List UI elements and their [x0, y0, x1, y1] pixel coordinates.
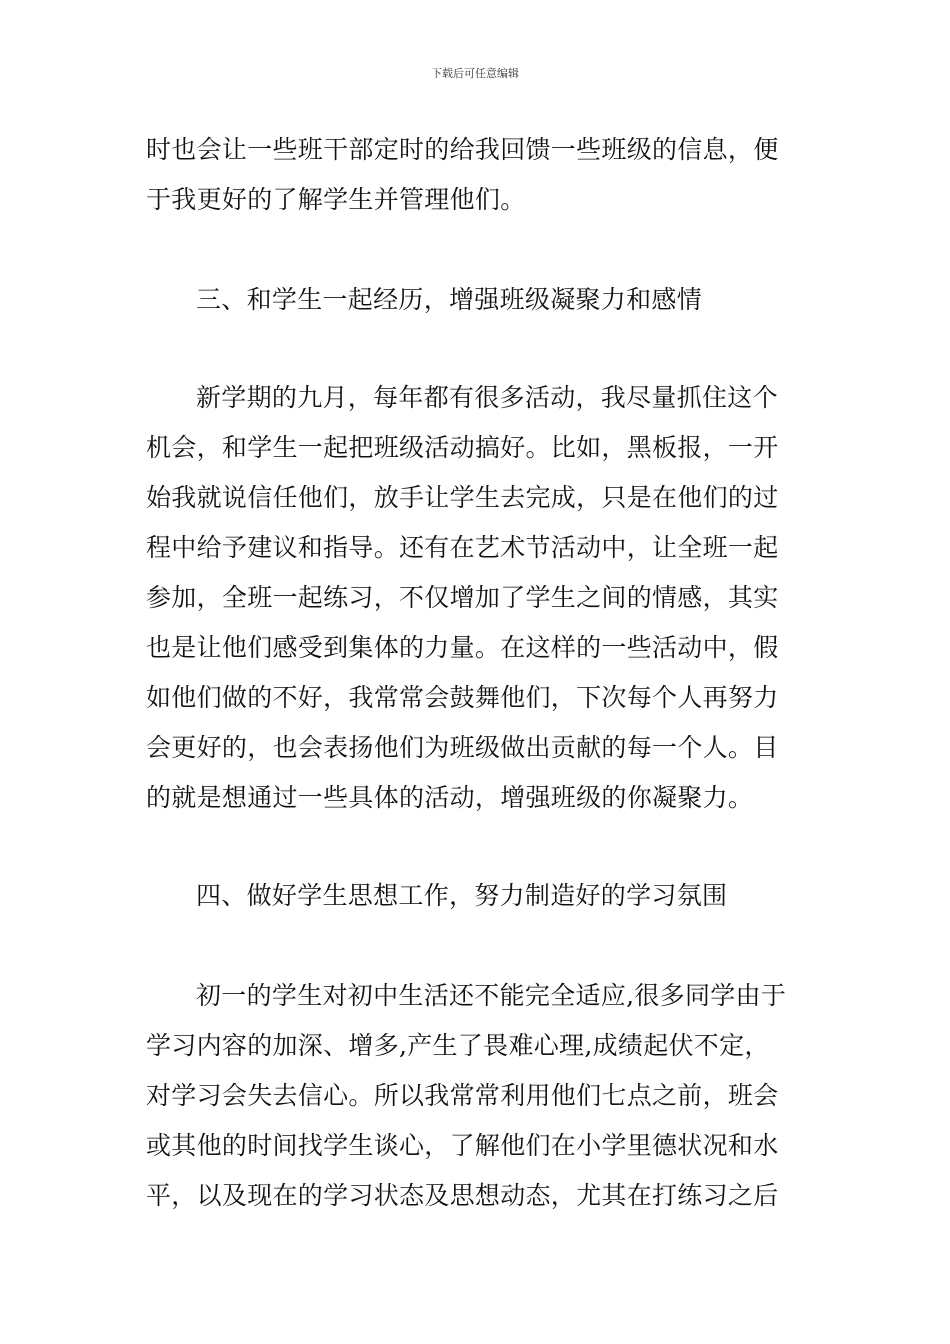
header-note: 下载后可任意编辑	[431, 67, 519, 80]
paragraph-line: 会更好的，也会表扬他们为班级做出贡献的每一个人。目	[146, 733, 779, 762]
section-heading: 四、做好学生思想工作，努力制造好的学习氛围	[196, 881, 728, 910]
paragraph-line: 机会，和学生一起把班级活动搞好。比如，黑板报，一开	[146, 433, 779, 462]
paragraph-line: 对学习会失去信心。所以我常常利用他们七点之前，班会	[146, 1081, 779, 1110]
paragraph-line: 学习内容的加深、增多,产生了畏难心理,成绩起伏不定，	[146, 1031, 770, 1060]
paragraph-line: 时也会让一些班干部定时的给我回馈一些班级的信息，便	[146, 135, 779, 164]
paragraph-line: 参加，全班一起练习，不仅增加了学生之间的情感，其实	[146, 583, 779, 612]
paragraph-line: 的就是想通过一些具体的活动，增强班级的你凝聚力。	[146, 783, 754, 812]
paragraph-line: 始我就说信任他们，放手让学生去完成，只是在他们的过	[146, 483, 779, 512]
paragraph-line: 或其他的时间找学生谈心，了解他们在小学里德状况和水	[146, 1131, 779, 1160]
paragraph-line: 如他们做的不好，我常常会鼓舞他们，下次每个人再努力	[146, 683, 779, 712]
paragraph-line: 初一的学生对初中生活还不能完全适应,很多同学由于	[196, 981, 787, 1010]
paragraph-line: 平，以及现在的学习状态及思想动态，尤其在打练习之后	[146, 1181, 779, 1210]
paragraph-line: 新学期的九月，每年都有很多活动，我尽量抓住这个	[196, 383, 778, 412]
section-heading: 三、和学生一起经历，增强班级凝聚力和感情	[196, 285, 703, 314]
paragraph-line: 于我更好的了解学生并管理他们。	[146, 185, 526, 214]
paragraph-line: 也是让他们感受到集体的力量。在这样的一些活动中，假	[146, 633, 779, 662]
paragraph-line: 程中给予建议和指导。还有在艺术节活动中，让全班一起	[146, 533, 779, 562]
